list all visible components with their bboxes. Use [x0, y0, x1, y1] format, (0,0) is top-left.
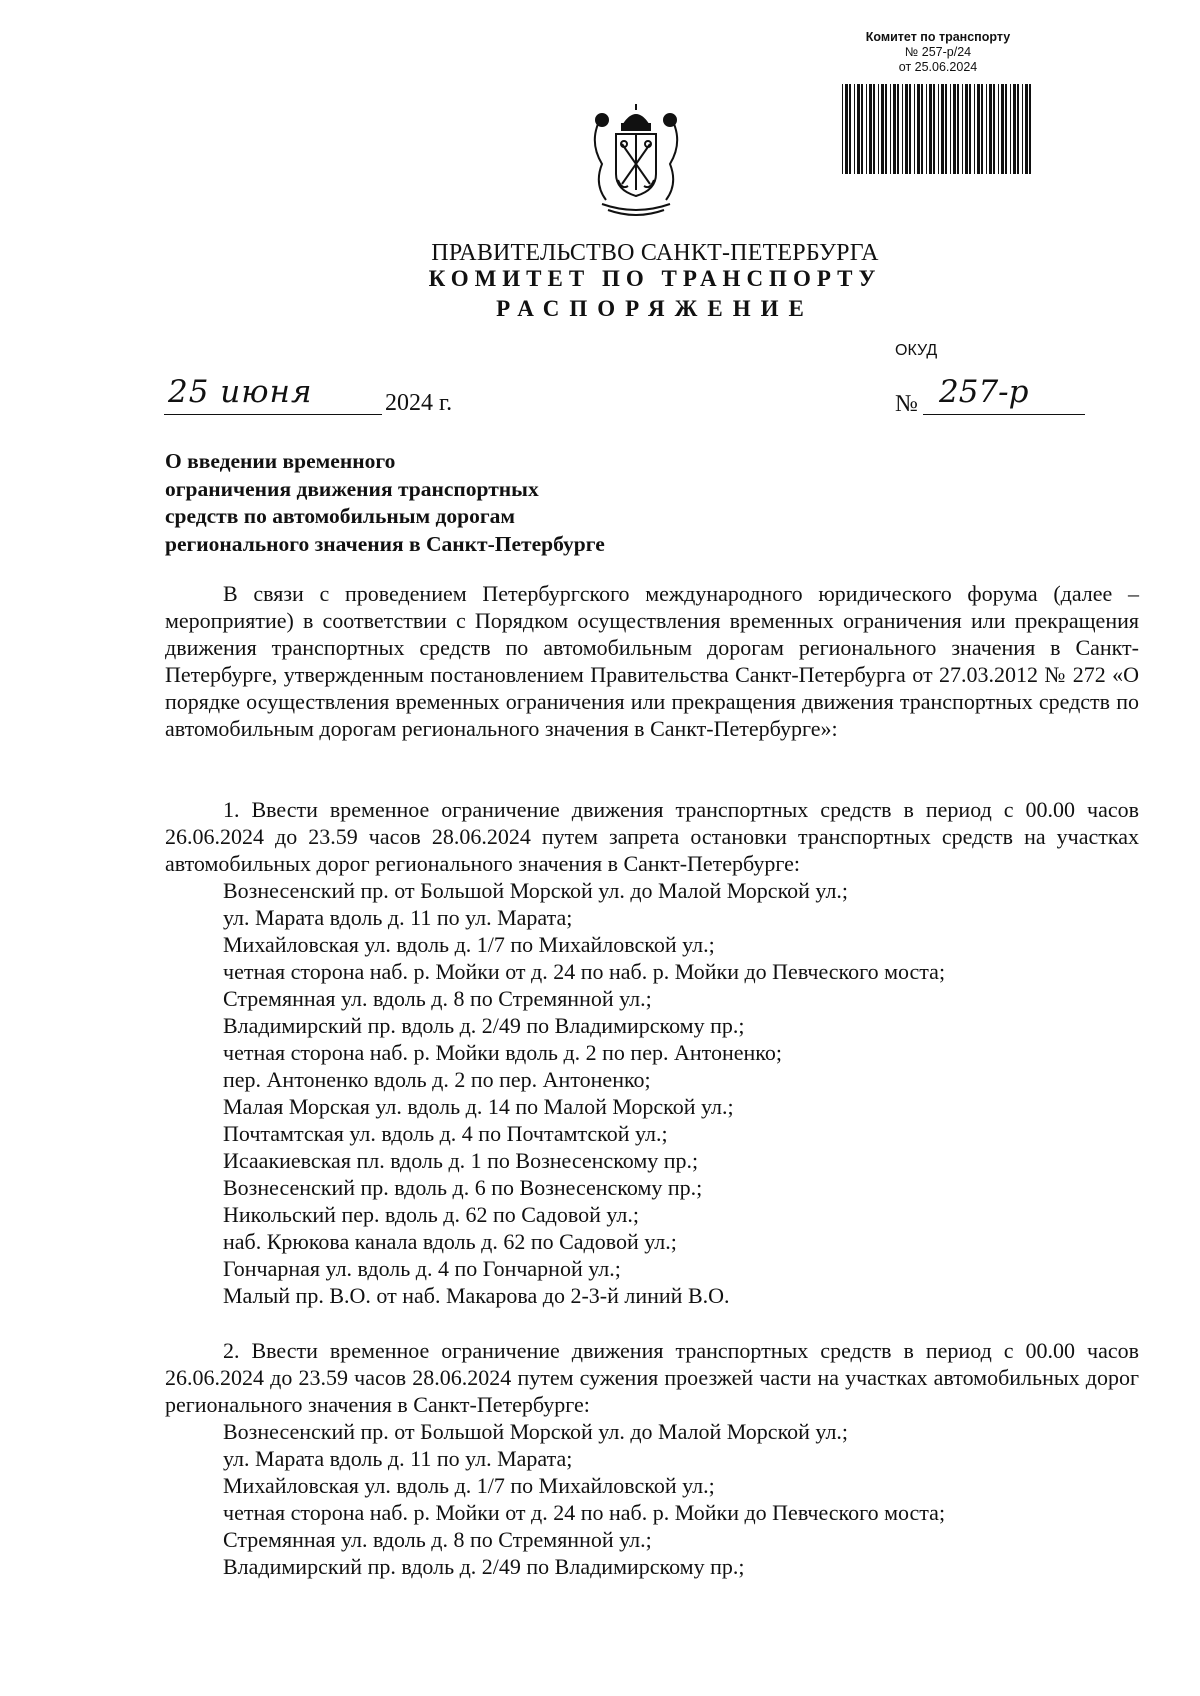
list-item: Вознесенский пр. от Большой Морской ул. до Малой Морской ул.;	[223, 1419, 849, 1444]
stamp-committee: Комитет по транспорту	[865, 30, 1011, 44]
committee-title: КОМИТЕТ ПО ТРАНСПОРТУ	[428, 266, 882, 291]
document-number	[895, 374, 1095, 418]
handwritten-number: 257-р	[939, 374, 1029, 410]
handwritten-date: 25 июня	[168, 374, 313, 410]
saint-petersburg-coat-of-arms-icon	[588, 104, 684, 216]
subject-line: регионального значения в Санкт-Петербурге	[165, 531, 605, 556]
list-item: Вознесенский пр. от Большой Морской ул. до Малой Морской ул.;	[223, 878, 849, 903]
subject-line: О введении временного	[165, 449, 396, 473]
list-item: Владимирский пр. вдоль д. 2/49 по Владимирскому пр.;	[223, 1554, 745, 1579]
clause-1-text: 1. Ввести временное ограничение движения транспортных средств в период с 00.00 часов 26.06.2024 до 23.59 часов 28.06.2024 путем запрета остановки транспортных средств на участках автомобильных дорог регионального значения в Санкт-Петербурге:	[165, 797, 1139, 876]
list-item: четная сторона наб. р. Мойки от д. 24 по наб. р. Мойки до Певческого моста;	[223, 1500, 946, 1525]
list-item: четная сторона наб. р. Мойки от д. 24 по наб. р. Мойки до Певческого моста;	[223, 959, 946, 984]
date-year: 2024 г.	[385, 390, 453, 416]
okud-label: ОКУД	[895, 342, 938, 359]
list-item: Стремянная ул. вдоль д. 8 по Стремянной ул.;	[223, 1527, 652, 1552]
list-item: наб. Крюкова канала вдоль д. 62 по Садовой ул.;	[223, 1229, 677, 1254]
list-item: четная сторона наб. р. Мойки вдоль д. 2 по пер. Антоненко;	[223, 1040, 782, 1065]
list-item: ул. Марата вдоль д. 11 по ул. Марата;	[223, 905, 573, 930]
number-sign: №	[895, 391, 918, 417]
list-item: пер. Антоненко вдоль д. 2 по пер. Антоненко;	[223, 1067, 651, 1092]
clause-2-list	[165, 1418, 1139, 1580]
list-item: Исаакиевская пл. вдоль д. 1 по Вознесенскому пр.;	[223, 1148, 699, 1173]
document-date	[164, 374, 464, 418]
list-item: Никольский пер. вдоль д. 62 по Садовой ул.;	[223, 1202, 639, 1227]
list-item: Михайловская ул. вдоль д. 1/7 по Михайловской ул.;	[223, 1473, 715, 1498]
list-item: Вознесенский пр. вдоль д. 6 по Вознесенскому пр.;	[223, 1175, 703, 1200]
subject-line: средств по автомобильным дорогам	[165, 504, 516, 528]
registration-stamp	[838, 30, 1038, 75]
number-underline	[923, 414, 1085, 415]
list-item: Гончарная ул. вдоль д. 4 по Гончарной ул.;	[223, 1256, 621, 1281]
list-item: Михайловская ул. вдоль д. 1/7 по Михайловской ул.;	[223, 932, 715, 957]
list-item: Почтамтская ул. вдоль д. 4 по Почтамтской ул.;	[223, 1121, 668, 1146]
document-subject	[165, 448, 605, 558]
list-item: Владимирский пр. вдоль д. 2/49 по Владимирскому пр.;	[223, 1013, 745, 1038]
date-underline	[164, 414, 382, 415]
preamble-paragraph: В связи с проведением Петербургского международного юридического форума (далее – мероприятие) в соответствии с Порядком осуществления временных ограничения или прекращения движения транспортных средств по автомобильным дорогам регионального значения в Санкт-Петербурге, утвержденным постановлением Правительства Санкт-Петербурга от 27.03.2012 № 272 «О порядке осуществления временных ограничения или прекращения движения транспортных средств по автомобильным дорогам регионального значения в Санкт-Петербурге»:	[165, 581, 1139, 741]
list-item: ул. Марата вдоль д. 11 по ул. Марата;	[223, 1446, 573, 1471]
list-item: Малая Морская ул. вдоль д. 14 по Малой Морской ул.;	[223, 1094, 734, 1119]
clause-1-list	[165, 877, 1139, 1309]
subject-line: ограничения движения транспортных	[165, 476, 539, 501]
document-type: РАСПОРЯЖЕНИЕ	[496, 296, 814, 321]
stamp-number: № 257-р/24	[904, 45, 972, 59]
stamp-date: от 25.06.2024	[898, 60, 978, 74]
list-item: Малый пр. В.О. от наб. Макарова до 2-3-й линий В.О.	[223, 1283, 730, 1308]
list-item: Стремянная ул. вдоль д. 8 по Стремянной ул.;	[223, 986, 652, 1011]
barcode-icon	[840, 84, 1036, 174]
clause-2-text: 2. Ввести временное ограничение движения транспортных средств в период с 00.00 часов 26.06.2024 до 23.59 часов 28.06.2024 путем сужения проезжей части на участках автомобильных дорог регионального значения в Санкт-Петербурге:	[165, 1338, 1139, 1417]
government-title: ПРАВИТЕЛЬСТВО САНКТ-ПЕТЕРБУРГА	[431, 240, 879, 266]
